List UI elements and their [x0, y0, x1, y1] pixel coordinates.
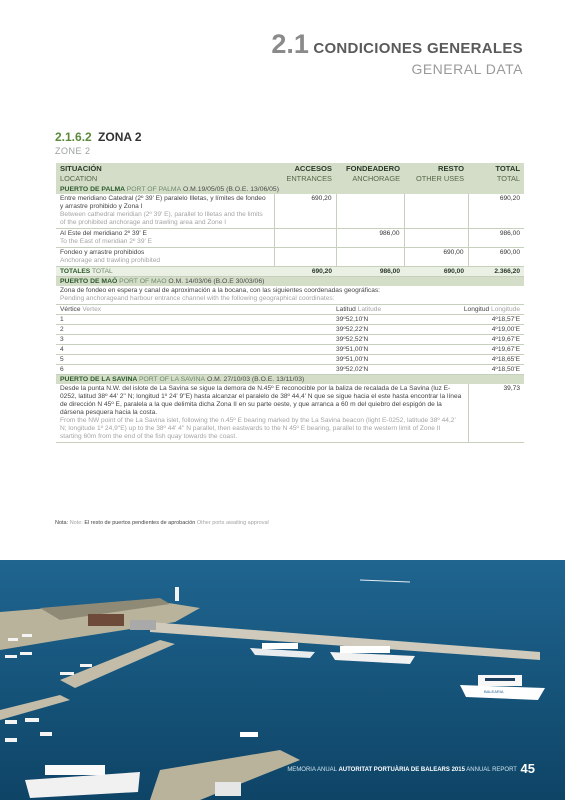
chapter-subtitle: GENERAL DATA: [411, 61, 523, 77]
col-header-total: TOTAL TOTAL: [495, 164, 520, 183]
vertex-row: 5 39º51,00'N 4º18,65'E: [56, 355, 524, 365]
mao-description: Zona de fondeo en espera y canal de aproximación a la bocana, con las siguientes coordenadas geográficas: Pending anchorageand harbour entrance channel with the following geographical coordinates:: [56, 286, 524, 305]
vertex-row: 3 39º52,52'N 4º19,67'E: [56, 335, 524, 345]
zone-table: [56, 163, 524, 443]
table-row: Al Este del meridiano 2º 39' E To the East of meridian 2º 39' E 986,00 986,00: [56, 229, 524, 248]
section-code: 2.1.6.2: [55, 130, 92, 144]
building: [88, 614, 124, 626]
vertex-row: 1 39º52,10'N 4º18,57'E: [56, 315, 524, 325]
page-number: 45: [520, 761, 535, 776]
col-header-fondeadero: FONDEADERO ANCHORAGE: [345, 164, 400, 183]
chapter-title: CONDICIONES GENERALES: [313, 40, 523, 57]
table-row: Entre meridiano Catedral (2º 39' E) paralelo Illetas, y límites de fondeo y arrastre prohibido y Zona I Between cathedral meridian (2º 39' E), parallel to Illetas and the limits of the prohibited anchorage and trawling area and Zone I 690,20 690,20: [56, 194, 524, 229]
small-boat: [240, 732, 258, 737]
chapter-number: 2.1: [271, 29, 309, 59]
svg-text:BALEARIA: BALEARIA: [484, 689, 504, 694]
vertex-row: 2 39º52,22'N 4º19,00'E: [56, 325, 524, 335]
table-note: Nota: Note: El resto de puertos pendientes de aprobación Other ports awaiting approval: [55, 520, 269, 526]
col-header-resto: RESTO OTHER USES: [415, 164, 464, 183]
port-band-mao: PUERTO DE MAÓ PORT OF MAO O.M. 14/03/06 (B.O.E 30/03/06): [56, 277, 524, 287]
page-footer: MEMORIA ANUAL AUTORITAT PORTUÀRIA DE BALEARS 2015 ANNUAL REPORT 45: [287, 761, 535, 776]
port-band-palma: PUERTO DE PALMA PORT OF PALMA O.M.19/05/05 (B.O.E. 13/06/05): [56, 185, 524, 194]
col-header-situacion: SITUACIÓN LOCATION: [60, 164, 102, 183]
table-header-row: [56, 163, 524, 185]
col-header-accesos: ACCESOS ENTRANCES: [286, 164, 332, 183]
vertex-row: 4 39º51,00'N 4º19,67'E: [56, 345, 524, 355]
savina-description-row: Desde la punta N.W. del islote de La Savina se sigue la demora de N.45º E reconocible por la baliza de recalada de La Savina (luz E-0252, latitud 38º 44' 2'' N; longitud 1º 24' 9''E) hasta alcanzar el paralelo de 38º 44,4' N que se sigue hacia el este hasta encontrar la línea de dirección N 45º E, paralela a la que delimita dicha Zona II en su parte oeste, y que arranca a 60 m del quiebro del espigón de la dársena pesquera hacia la costa. From the NW point of the La Savina islet, following the n.45º E bearing marked by the La Savina beacon (light E-0252, latitude 38º 44,2' N; longitude 1º 24,9''E) up to the 38º 44' 4'' N parallel, then eastwards to the N 45º E bearing, parallel to the western limit of Zone II starting 60m from the end of the fish quay towards the coast. 39,73: [56, 384, 524, 443]
section-subtitle: ZONE 2: [55, 146, 91, 156]
port-band-savina: PUERTO DE LA SAVINA PORT OF LA SAVINA O.M. 27/10/03 (B.O.E. 13/11/03): [56, 375, 524, 385]
totals-row: TOTALES TOTAL 690,20 986,00 690,00 2.366,20: [56, 267, 524, 277]
section-name: ZONA 2: [98, 130, 142, 144]
vertex-row: 6 39º52,02'N 4º18,50'E: [56, 365, 524, 375]
lighthouse: [175, 587, 179, 601]
page-header: [271, 30, 523, 77]
section-title: [55, 130, 142, 144]
table-row: Fondeo y arrastre prohibidos Anchorage and trawling prohibited 690,00 690,00: [56, 248, 524, 267]
vertex-header-row: Vértice Vertex Latitud Latitude Longitud Longitude: [56, 305, 524, 315]
